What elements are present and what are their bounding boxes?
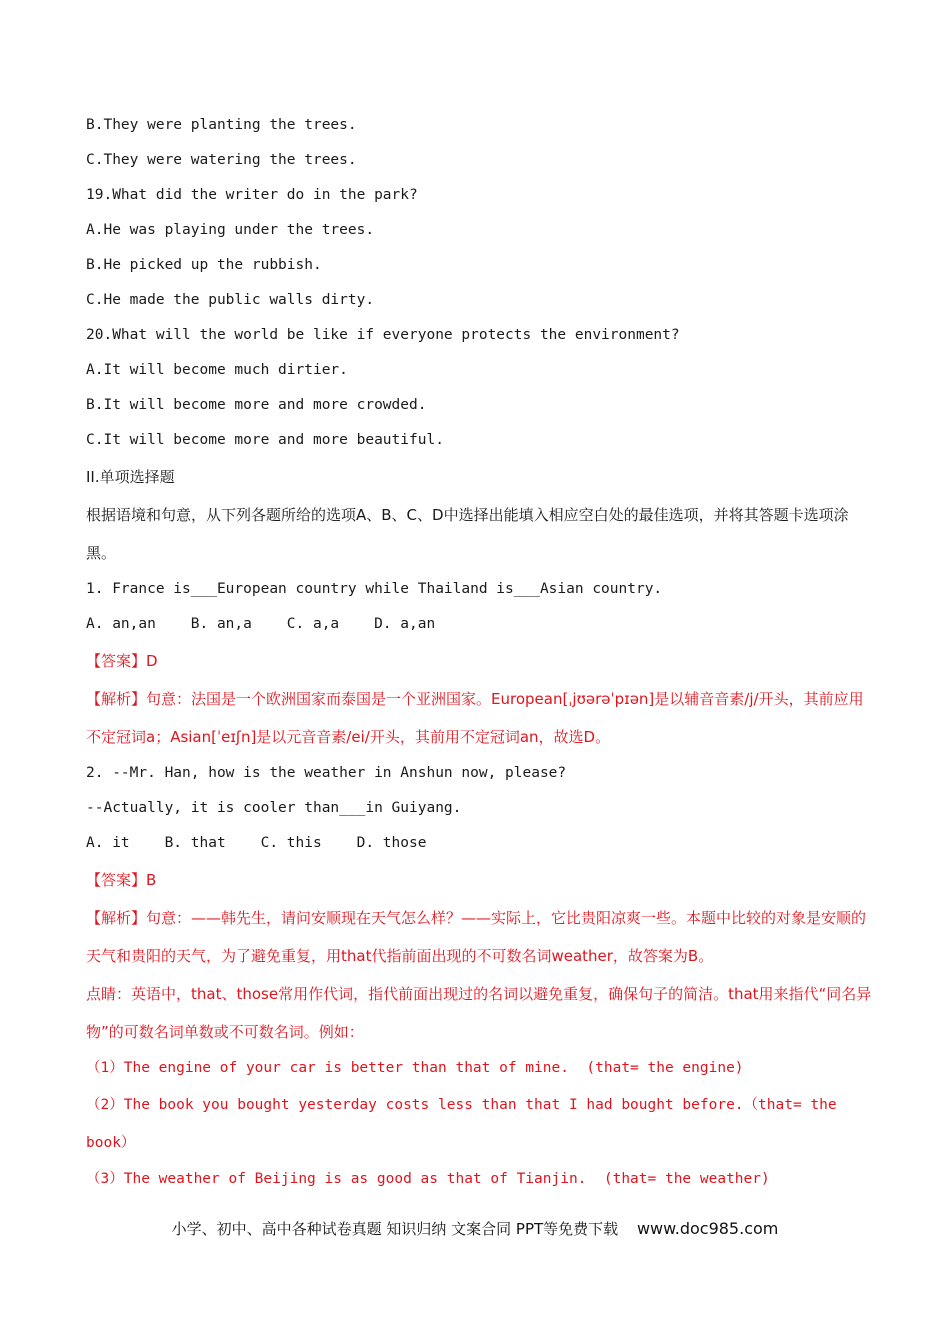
- analysis-2: 【解析】句意：——韩先生，请问安顺现在天气怎么样？——实际上，它比贵阳凉爽一些。本题中比较的对象是安顺的天气和贵阳的天气，为了避免重复，用that代指前面出现的不可数名词weather，故答案为B。: [86, 909, 867, 965]
- question-20: 20.What will the world be like if everyone protects the environment?: [86, 327, 680, 343]
- answer-2: 【答案】B: [86, 871, 157, 889]
- question-2-options: A. it B. that C. this D. those: [86, 835, 427, 851]
- footer-text: 小学、初中、高中各种试卷真题 知识归纳 文案合同 PPT等免费下载: [171, 1220, 619, 1238]
- question-2: 2. --Mr. Han, how is the weather in Anshun now, please?: [86, 765, 567, 781]
- text-line: B.They were planting the trees.: [86, 117, 357, 133]
- page-footer: [0, 1218, 950, 1239]
- option-b: B.He picked up the rubbish.: [86, 257, 322, 273]
- option-c: C.It will become more and more beautiful.: [86, 432, 444, 448]
- option-a: A.It will become much dirtier.: [86, 362, 348, 378]
- question-1: 1. France is___European country while Thailand is___Asian country.: [86, 581, 663, 597]
- option-a: A.He was playing under the trees.: [86, 222, 375, 238]
- example-2: （2）The book you bought yesterday costs less than that I had bought before.（that= the book）: [86, 1097, 837, 1151]
- example-1: （1）The engine of your car is better than that of mine. (that= the engine): [86, 1060, 744, 1076]
- question-19: 19.What did the writer do in the park?: [86, 187, 418, 203]
- answer-1: 【答案】D: [86, 652, 158, 670]
- footer-url[interactable]: www.doc985.com: [636, 1219, 779, 1238]
- tip-note: 点睛：英语中，that、those常用作代词，指代前面出现过的名词以避免重复，确保句子的简洁。that用来指代“同名异物”的可数名词单数或不可数名词。例如：: [86, 985, 872, 1041]
- question-2-reply: --Actually, it is cooler than___in Guiyang.: [86, 800, 462, 816]
- document-body: [86, 108, 876, 1197]
- option-c: C.He made the public walls dirty.: [86, 292, 375, 308]
- option-b: B.It will become more and more crowded.: [86, 397, 427, 413]
- section-heading: II.单项选择题: [86, 468, 175, 486]
- text-line: C.They were watering the trees.: [86, 152, 357, 168]
- question-1-options: A. an,an B. an,a C. a,a D. a,an: [86, 616, 436, 632]
- analysis-1: 【解析】句意：法国是一个欧洲国家而泰国是一个亚洲国家。European[ˌjʊərəˈpɪən]是以辅音音素/j/开头，其前应用不定冠词a；Asian[ˈeɪʃn]是以元音音素/ei/开头，其前用不定冠词an，故选D。: [86, 690, 864, 746]
- section-instructions: 根据语境和句意，从下列各题所给的选项A、B、C、D中选择出能填入相应空白处的最佳选项，并将其答题卡选项涂黑。: [86, 506, 849, 562]
- example-3: （3）The weather of Beijing is as good as that of Tianjin. (that= the weather): [86, 1171, 770, 1187]
